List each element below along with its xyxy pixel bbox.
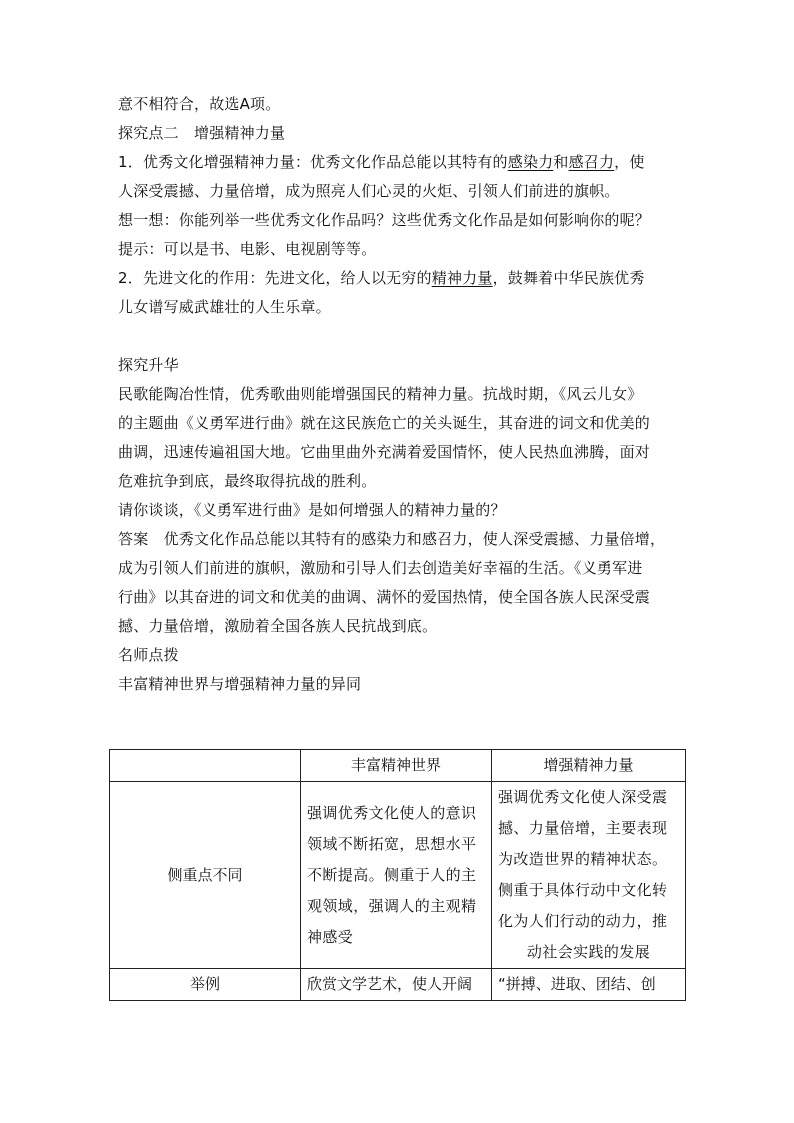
table-row: [110, 969, 686, 1001]
point-1: 1．优秀文化增强精神力量：优秀文化作品总能以其特有的感染力和感召力，使: [118, 153, 645, 171]
answer-line: 撼、力量倍增，激励着全国各族人民抗战到底。: [118, 617, 438, 635]
document-body: [118, 90, 688, 699]
underlined-term: 精神力量: [431, 269, 493, 287]
table-header-cell: 丰富精神世界: [301, 750, 492, 782]
table-row: [110, 782, 686, 969]
table-header-row: [110, 750, 686, 782]
body-line: 曲调，迅速传遍祖国大地。它曲里曲外充满着爱国情怀，使人民热血沸腾，面对: [118, 443, 651, 461]
comparison-table: [109, 749, 686, 1001]
text-line: 意不相符合，故选A项。: [118, 95, 281, 113]
row-label: 举例: [110, 969, 301, 1001]
table-header-cell: 增强精神力量: [492, 750, 686, 782]
underlined-term: 感召力: [568, 153, 615, 171]
answer-line: 成为引领人们前进的旗帜，激励和引导人们去创造美好幸福的生活。《义勇军进: [118, 559, 643, 577]
answer-line: 行曲》以其奋进的词文和优美的曲调、满怀的爱国热情，使全国各族人民深受震: [118, 588, 651, 606]
table-cell: “拼搏、进取、团结、创: [492, 969, 686, 1001]
question: 请你谈谈，《义勇军进行曲》是如何增强人的精神力量的？: [118, 501, 506, 519]
hint: 提示：可以是书、电影、电视剧等等。: [118, 240, 377, 258]
point-2: 2．先进文化的作用：先进文化，给人以无穷的精神力量，鼓舞着中华民族优秀: [118, 269, 645, 287]
table-caption: 丰富精神世界与增强精神力量的异同: [118, 675, 362, 693]
table-header-cell: [110, 750, 301, 782]
text-line: 人深受震撼、力量倍增，成为照亮人们心灵的火炬、引领人们前进的旗帜。: [118, 182, 620, 200]
table-cell: 强调优秀文化使人深受震 撼、力量倍增，主要表现 为改造世界的精神状态。 侧重于具体行动中文化转 化为人们行动的动力，推 动社会实践的发展: [492, 782, 686, 969]
section-heading: 名师点拨: [118, 646, 179, 664]
table-cell: 欣赏文学艺术，使人开阔: [301, 969, 492, 1001]
row-label: 侧重点不同: [110, 782, 301, 969]
table-cell: 强调优秀文化使人的意识 领域不断拓宽，思想水平 不断提高。侧重于人的主 观领域，强调人的主观精 神感受: [301, 782, 492, 969]
answer-line: 答案 优秀文化作品总能以其特有的感染力和感召力，使人深受震撼、力量倍增，: [118, 530, 666, 548]
text-line: 儿女谱写威武雄壮的人生乐章。: [118, 298, 331, 316]
body-line: 危难抗争到底，最终取得抗战的胜利。: [118, 472, 377, 490]
underlined-term: 感染力: [507, 153, 554, 171]
section-heading: 探究点二 增强精神力量: [118, 124, 286, 142]
section-heading: 探究升华: [118, 356, 179, 374]
body-line: 民歌能陶冶性情，优秀歌曲则能增强国民的精神力量。抗战时期，《风云儿女》: [118, 385, 643, 403]
body-line: 的主题曲《义勇军进行曲》就在这民族危亡的关头诞生，其奋进的词文和优美的: [118, 414, 651, 432]
think-question: 想一想：你能列举一些优秀文化作品吗？这些优秀文化作品是如何影响你的呢？: [118, 211, 651, 229]
